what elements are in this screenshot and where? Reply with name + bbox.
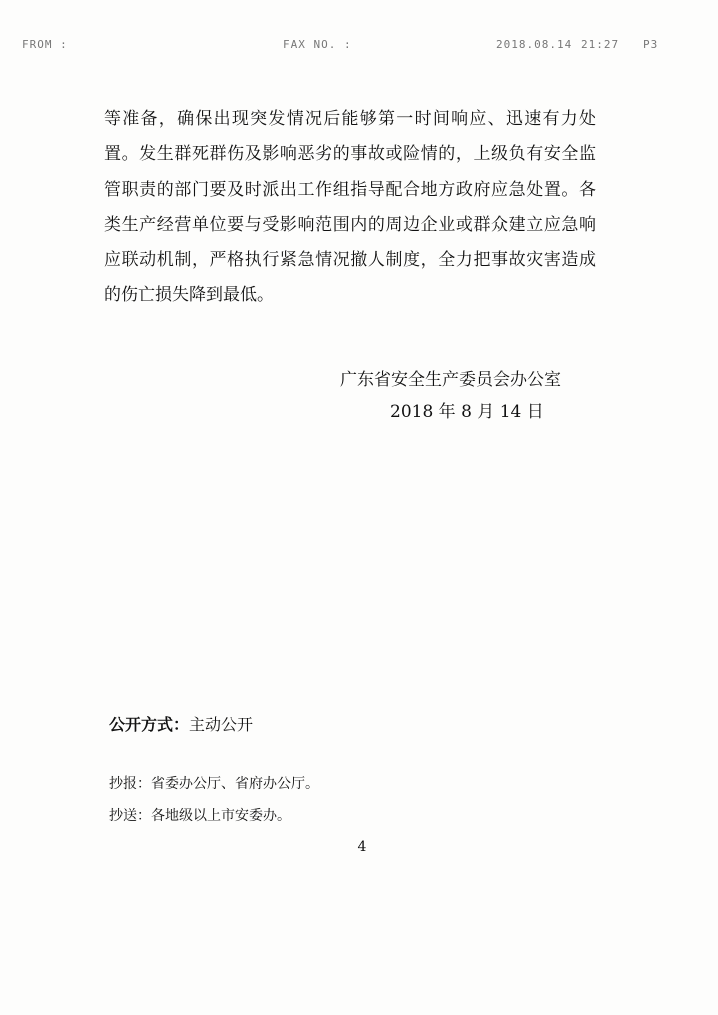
disclosure-label: 公开方式：	[109, 715, 190, 734]
signature-organization: 广东省安全生产委员会办公室	[340, 370, 561, 390]
cc-send-to: 抄送：各地级以上市安委办。	[109, 808, 291, 824]
fax-time: 21:27	[581, 38, 620, 51]
cc-report-to: 抄报：省委办公厅、省府办公厅。	[109, 776, 319, 792]
document-body	[104, 102, 596, 314]
fax-header	[0, 38, 718, 54]
disclosure-value: 主动公开	[189, 715, 254, 734]
body-paragraph: 等准备，确保出现突发情况后能够第一时间响应、迅速有力处置。发生群死群伤及影响恶劣的事故或险情的，上级负有安全监管职责的部门要及时派出工作组指导配合地方政府应急处置。各类生产经营单位要与受影响范围内的周边企业或群众建立应急响应联动机制，严格执行紧急情况撤人制度，全力把事故灾害造成的伤亡损失降到最低。	[104, 109, 596, 306]
cc-block	[109, 768, 319, 832]
page-number: 4	[357, 839, 367, 855]
fax-page: P3	[643, 38, 659, 51]
signature-block	[340, 364, 580, 428]
fax-number: FAX NO. :	[283, 38, 352, 51]
disclosure-method	[109, 712, 253, 735]
signature-date: 2018 年 8 月 14 日	[390, 402, 544, 422]
fax-from: FROM :	[22, 38, 68, 51]
fax-date: 2018.08.14	[496, 38, 573, 51]
